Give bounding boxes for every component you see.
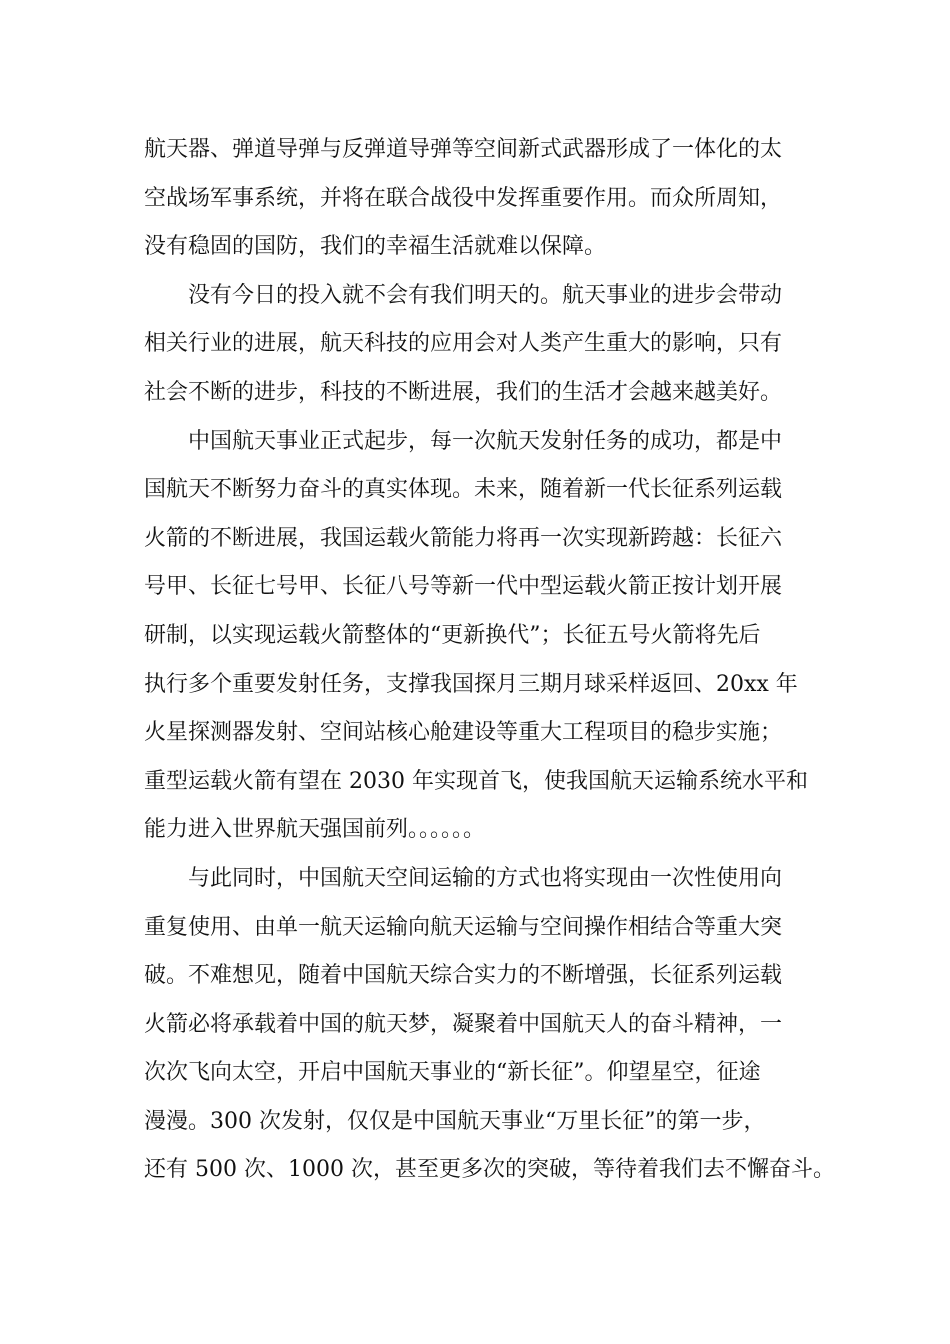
text-line: 破。不难想见，随着中国航天综合实力的不断增强，长征系列运载 <box>144 963 783 989</box>
text-line: 中国航天事业正式起步，每一次航天发射任务的成功，都是中 <box>188 428 783 454</box>
text-line: 航天器、弹道导弹与反弹道导弹等空间新式武器形成了一体化的太 <box>144 137 783 162</box>
text-line: 空战场军事系统，并将在联合战役中发挥重要作用。而众所周知， <box>144 185 783 211</box>
document-body <box>144 126 835 1195</box>
paragraph <box>144 272 808 418</box>
text-line: 研制，以实现运载火箭整体的“更新换代”；长征五号火箭将先后 <box>144 622 761 648</box>
text-line: 国航天不断努力奋斗的真实体现。未来，随着新一代长征系列运载 <box>144 477 783 503</box>
text-line: 与此同时，中国航天空间运输的方式也将实现由一次性使用向 <box>188 865 783 891</box>
paragraph <box>144 855 835 1195</box>
text-line: 火箭的不断进展，我国运载火箭能力将再一次实现新跨越：长征六 <box>144 525 783 551</box>
text-line: 号甲、长征七号甲、长征八号等新一代中型运载火箭正按计划开展 <box>144 574 783 600</box>
text-line: 火箭必将承载着中国的航天梦，凝聚着中国航天人的奋斗精神，一 <box>144 1011 783 1037</box>
text-line: 执行多个重要发射任务，支撑我国探月三期月球采样返回、20xx 年 <box>144 671 798 697</box>
text-line: 相关行业的进展，航天科技的应用会对人类产生重大的影响，只有 <box>144 331 783 357</box>
text-line: 还有 500 次、1000 次，甚至更多次的突破，等待着我们去不懈奋斗。 <box>144 1157 835 1183</box>
paragraph <box>144 418 808 855</box>
text-line: 重复使用、由单一航天运输向航天运输与空间操作相结合等重大突 <box>144 914 783 940</box>
text-line: 能力进入世界航天强国前列。。。。。。 <box>144 817 486 843</box>
text-line: 重型运载火箭有望在 2030 年实现首飞，使我国航天运输系统水平和 <box>144 768 808 794</box>
text-line: 火星探测器发射、空间站核心舱建设等重大工程项目的稳步实施； <box>144 720 783 746</box>
paragraph <box>144 126 808 272</box>
text-line: 漫漫。300 次发射，仅仅是中国航天事业“万里长征”的第一步， <box>144 1108 766 1134</box>
text-line: 次次飞向太空，开启中国航天事业的“新长征”。仰望星空，征途 <box>144 1060 761 1086</box>
text-line: 没有稳固的国防，我们的幸福生活就难以保障。 <box>144 234 607 260</box>
text-line: 没有今日的投入就不会有我们明天的。航天事业的进步会带动 <box>188 282 783 308</box>
text-line: 社会不断的进步，科技的不断进展，我们的生活才会越来越美好。 <box>144 379 783 405</box>
